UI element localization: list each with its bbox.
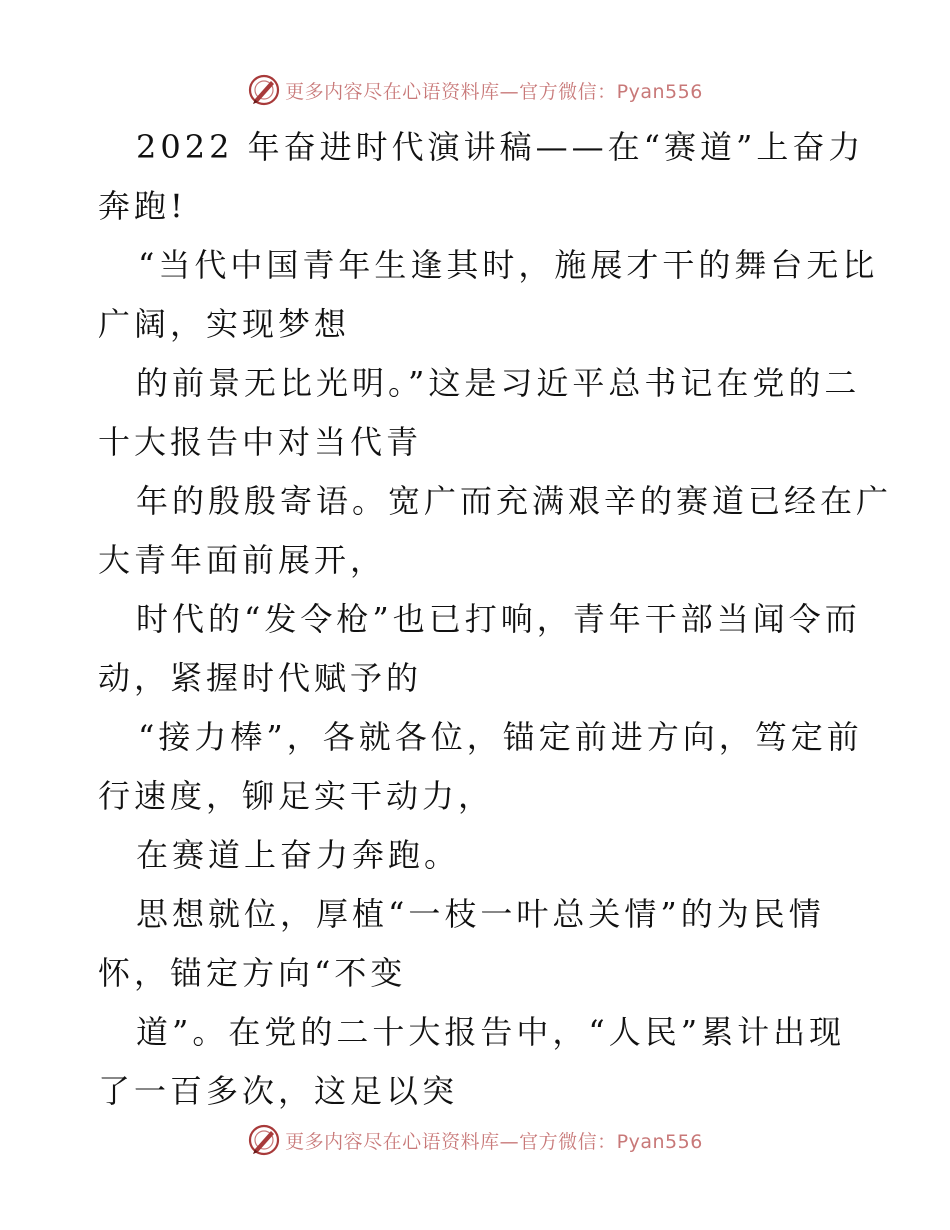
- title-line-1: 2022 年奋进时代演讲稿——在“赛道”上奋力: [136, 128, 865, 166]
- document-body: [98, 118, 893, 1121]
- paragraph-line: 年的殷殷寄语。宽广而充满艰辛的赛道已经在广: [136, 482, 893, 520]
- paragraph-line: 动，紧握时代赋予的: [98, 659, 423, 697]
- paragraph-line: 道”。在党的二十大报告中，“人民”累计出现: [136, 1013, 846, 1051]
- paragraph-line: 广阔，实现梦想: [98, 305, 351, 343]
- paragraph-line: 十大报告中对当代青: [98, 423, 423, 461]
- paragraph-line: 了一百多次，这足以突: [98, 1072, 459, 1110]
- pen-circle-logo-icon: [247, 73, 281, 107]
- watermark-text: 更多内容尽在心语资料库—官方微信：Pyan556: [285, 80, 703, 103]
- paragraph-line: “当代中国青年生逢其时，施展才干的舞台无比: [138, 246, 879, 284]
- footer-watermark: [0, 1120, 950, 1160]
- paragraph-line: 时代的“发令枪”也已打响，青年干部当闻令而: [136, 600, 861, 638]
- paragraph-line: “接力棒”，各就各位，锚定前进方向，笃定前: [138, 718, 863, 756]
- paragraph-line: 行速度，铆足实干动力，: [98, 777, 495, 815]
- watermark-text: 更多内容尽在心语资料库—官方微信：Pyan556: [285, 1130, 703, 1153]
- paragraph-line: 大青年面前展开，: [98, 541, 387, 579]
- pen-circle-logo-icon: [247, 1123, 281, 1157]
- paragraph-line: 的前景无比光明。”这是习近平总书记在党的二: [136, 364, 861, 402]
- paragraph-line: 怀，锚定方向“不变: [98, 954, 407, 992]
- title-line-2: 奔跑!: [98, 187, 187, 225]
- paragraph-line: 在赛道上奋力奔跑。: [136, 836, 461, 874]
- paragraph-line: 思想就位，厚植“一枝一叶总关情”的为民情: [136, 895, 825, 933]
- header-watermark: [0, 70, 950, 110]
